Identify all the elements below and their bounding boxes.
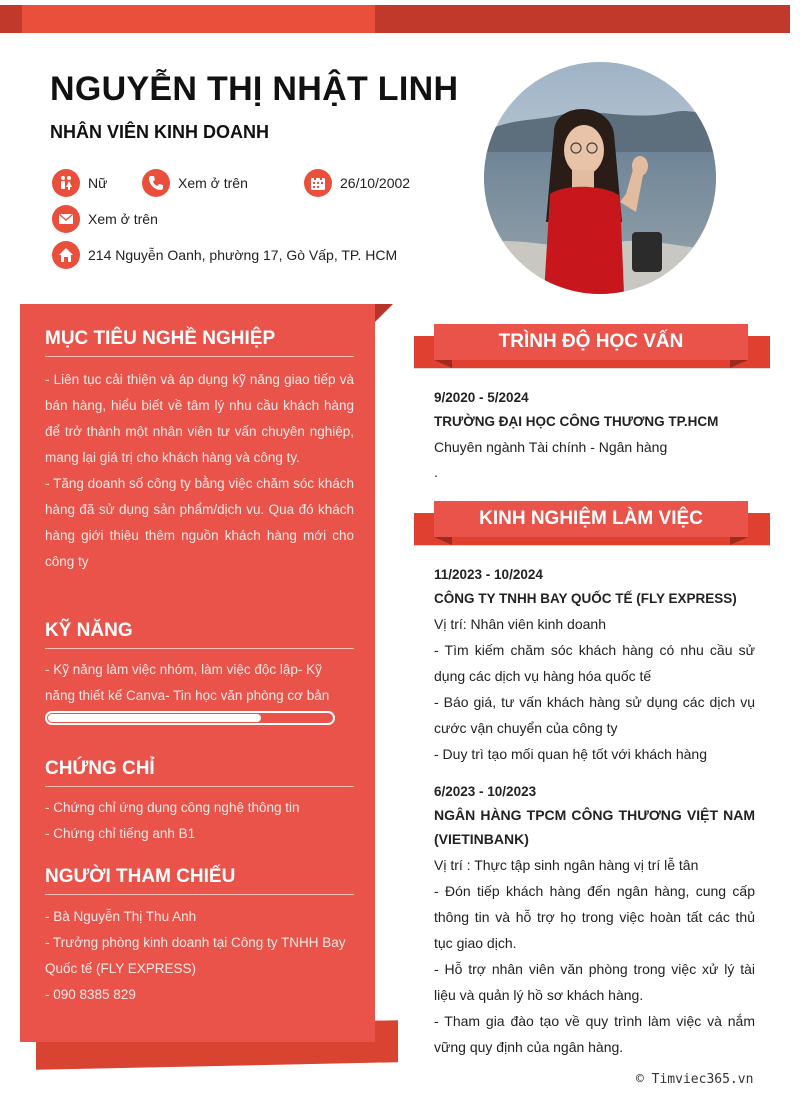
job-period: 11/2023 - 10/2024 <box>434 567 543 582</box>
education-major: Chuyên ngành Tài chính - Ngân hàng <box>434 439 668 455</box>
job-duty: - Hỗ trợ nhân viên văn phòng trong việc xử lý tài liệu và quản lý hồ sơ khách hàng. <box>434 961 755 1003</box>
contact-gender <box>52 169 107 197</box>
education-school: TRƯỜNG ĐẠI HỌC CÔNG THƯƠNG TP.HCM <box>434 414 719 429</box>
contact-phone <box>142 169 248 197</box>
profile-photo <box>484 62 716 294</box>
email-value: Xem ở trên <box>88 211 158 227</box>
phone-value: Xem ở trên <box>178 175 248 191</box>
contact-email <box>52 205 158 233</box>
reference-line: - 090 8385 829 <box>45 987 136 1002</box>
job-duty: - Đón tiếp khách hàng đến ngân hàng, cung cấp thông tin và hỗ trợ họ trong việc hoàn tất các thủ tục giao dịch. <box>434 883 755 951</box>
job-duty: - Tìm kiếm chăm sóc khách hàng có nhu cầu sử dụng các dịch vụ hàng hóa quốc tế <box>434 642 755 684</box>
mail-icon <box>52 205 80 233</box>
home-icon <box>52 241 80 269</box>
gender-icon <box>52 169 80 197</box>
reference-line: - Bà Nguyễn Thị Thu Anh <box>45 909 197 924</box>
skills-rule <box>45 648 354 649</box>
certificates-title: CHỨNG CHỈ <box>45 758 155 779</box>
job-duty: - Duy trì tạo mối quan hệ tốt với khách hàng <box>434 746 707 762</box>
experience-ribbon-line <box>414 545 770 546</box>
skill-level-bar <box>45 711 335 725</box>
job-company: CÔNG TY TNHH BAY QUỐC TẾ (FLY EXPRESS) <box>434 591 737 606</box>
top-bar-right <box>375 5 790 33</box>
birthday-value: 26/10/2002 <box>340 175 411 191</box>
job-duty: - Báo giá, tư vấn khách hàng sử dụng các dịch vụ cước vận chuyển của công ty <box>434 694 755 736</box>
phone-icon <box>142 169 170 197</box>
references-rule <box>45 894 354 895</box>
left-panel-fold <box>375 304 393 322</box>
top-bar-left <box>0 5 375 33</box>
career-goal-text: - Liên tục cải thiện và áp dụng kỹ năng giao tiếp và bán hàng, hiểu biết về tâm lý nhu cầu khách hàng để trở thành một nhân viên tư vấn chuyên nghiệp, mang lại giá trị cho khách hàng và công ty. - Tăng doanh số công ty bằng việc chăm sóc khách hàng đã sử dụng sản phẩm/dịch vụ. Qua đó khách hàng giới thiệu thêm nguồn khách hàng mới cho công ty <box>45 372 354 569</box>
job-position: Vị trí : Thực tập sinh ngân hàng vị trí lễ tân <box>434 857 699 873</box>
skills-title: KỸ NĂNG <box>45 620 133 641</box>
skill-level-fill <box>48 714 261 722</box>
job-position: Vị trí: Nhân viên kinh doanh <box>434 616 606 632</box>
education-period: 9/2020 - 5/2024 <box>434 390 529 405</box>
education-title: TRÌNH ĐỘ HỌC VẤN <box>434 324 748 360</box>
education-ribbon-line <box>414 368 770 369</box>
contact-birthday <box>304 169 410 197</box>
education-note: . <box>434 464 438 480</box>
job-company: NGÂN HÀNG TPCM CÔNG THƯƠNG VIỆT NAM (VIETINBANK) <box>434 807 755 847</box>
reference-line: - Trưởng phòng kinh doanh tại Công ty TNHH Bay Quốc tế (FLY EXPRESS) <box>45 935 346 976</box>
candidate-name: NGUYỄN THỊ NHẬT LINH <box>50 70 459 108</box>
job-period: 6/2023 - 10/2023 <box>434 784 537 799</box>
skills-text: - Kỹ năng làm việc nhóm, làm việc độc lập- Kỹ năng thiết kế Canva- Tin học văn phòng cơ bản <box>45 662 330 703</box>
education-ribbon-fold-left <box>434 360 452 368</box>
experience-ribbon-fold-left <box>434 537 452 545</box>
job-duty: - Tham gia đào tạo về quy trình làm việc và nắm vững quy định của ngân hàng. <box>434 1013 755 1055</box>
experience-title: KINH NGHIỆM LÀM VIỆC <box>434 501 748 537</box>
contact-address <box>52 241 397 269</box>
top-bar-edge <box>0 5 22 33</box>
references-title: NGƯỜI THAM CHIẾU <box>45 866 236 887</box>
career-goal-rule <box>45 356 354 357</box>
address-value: 214 Nguyễn Oanh, phường 17, Gò Vấp, TP. HCM <box>88 247 398 263</box>
education-ribbon-fold-right <box>730 360 748 368</box>
job-title: NHÂN VIÊN KINH DOANH <box>50 122 270 142</box>
certificate-item: - Chứng chỉ ứng dụng công nghệ thông tin <box>45 800 300 815</box>
certificates-rule <box>45 786 354 787</box>
career-goal-title: MỤC TIÊU NGHỀ NGHIỆP <box>45 328 276 349</box>
gender-value: Nữ <box>88 175 108 191</box>
certificate-item: - Chứng chỉ tiếng anh B1 <box>45 826 196 841</box>
calendar-icon <box>304 169 332 197</box>
experience-ribbon-fold-right <box>730 537 748 545</box>
footer-credit: © Timviec365.vn <box>636 1072 754 1087</box>
